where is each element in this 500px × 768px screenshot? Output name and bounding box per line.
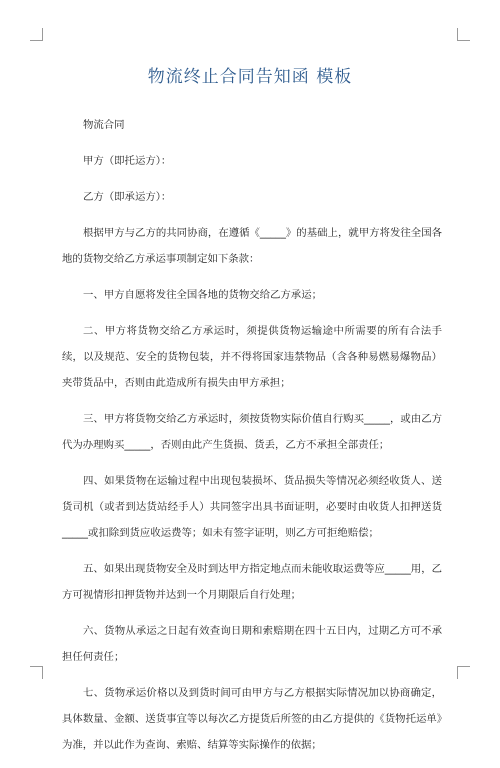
crop-mark-top-left — [30, 28, 43, 41]
crop-mark-top-right — [457, 28, 470, 41]
clause-4: 四、如果货物在运输过程中出现包装损坏、货品损失等情况必须经收货人、送货司机（或者到达货站经手人）共同签字出具书面证明，必要时由收货人扣押送货_____或扣除到货应收运费等；如未有签字证明，则乙方可拒绝赔偿； — [62, 475, 442, 539]
party-b-line: 乙方（即承运方）： — [83, 191, 172, 203]
clause-6: 六、货物从承运之日起有效查询日期和索赔期在四十五日内，过期乙方可不承担任何责任； — [62, 625, 442, 663]
clause-5: 五、如果出现货物安全及时到达甲方指定地点而未能收取运费等应_____用，乙方可视情形扣押货物并达到一个月期限后自行处理； — [62, 563, 442, 601]
crop-mark-bottom-left — [30, 666, 43, 679]
party-a-line: 甲方（即托运方）： — [83, 155, 172, 167]
clause-7: 七、货物承运价格以及到货时间可由甲方与乙方根据实际情况加以协商确定，具体数量、金额、送货事宜等以每次乙方提货后所签的由乙方提供的《货物托运单》为准，并以此作为查询、索赔、结算等实际操作的依据； — [62, 687, 442, 751]
document-title: 物流终止合同告知函 模板 — [147, 67, 353, 87]
clause-3: 三、甲方将货物交给乙方承运时，须按货物实际价值自行购买_____，或由乙方代为办理购买_____，否则由此产生货损、货丢，乙方不承担全部责任； — [62, 413, 442, 451]
clause-1: 一、甲方自愿将发往全国各地的货物交给乙方承运； — [83, 289, 322, 301]
clause-2: 二、甲方将货物交给乙方承运时，须提供货物运输途中所需要的所有合法手续，以及规范、安全的货物包装，并不得将国家违禁物品（含各种易燃易爆物品）夹带货品中，否则由此造成所有损失由甲方承担； — [62, 325, 442, 389]
contract-heading: 物流合同 — [83, 119, 125, 131]
preamble-paragraph: 根据甲方与乙方的共同协商，在遵循《_____》的基础上，就甲方将发往全国各地的货物交给乙方承运事项制定如下条款： — [62, 227, 442, 265]
crop-mark-bottom-right — [457, 666, 470, 679]
document-body — [62, 112, 442, 768]
